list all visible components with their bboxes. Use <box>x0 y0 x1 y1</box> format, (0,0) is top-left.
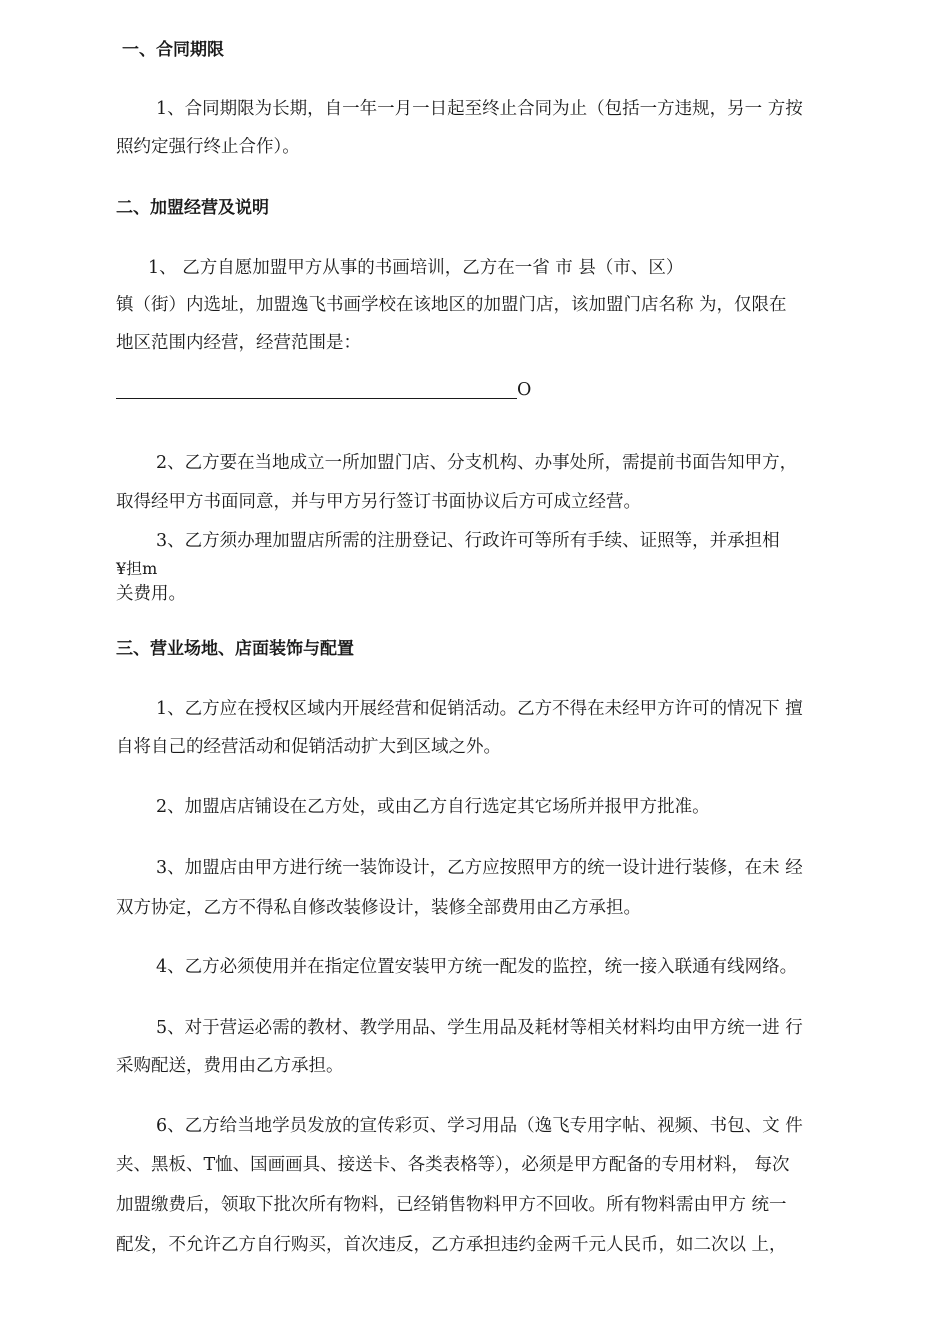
fill-in-blank-line <box>116 398 517 399</box>
paragraph-line: 镇（街）内选址，加盟逸飞书画学校在该地区的加盟门店，该加盟门店名称 为，仅限在 <box>116 295 787 315</box>
paragraph-line: 4、乙方必须使用并在指定位置安装甲方统一配发的监控，统一接入联通有线网络。 <box>156 957 798 977</box>
paragraph-line: 夹、黑板、T恤、国画画具、接送卡、各类表格等），必须是甲方配备的专用材料， 每次 <box>116 1155 790 1175</box>
section-heading-1: 一、合同期限 <box>122 40 224 60</box>
paragraph-line: 1、合同期限为长期，自一年一月一日起至终止合同为止（包括一方违规，另一 方按 <box>156 99 803 119</box>
paragraph-line: 取得经甲方书面同意，并与甲方另行签订书面协议后方可成立经营。 <box>116 492 641 512</box>
paragraph-line: 配发，不允许乙方自行购买，首次违反，乙方承担违约金两千元人民币，如二次以 上， <box>116 1235 787 1255</box>
paragraph-line: 关费用。 <box>116 584 186 604</box>
paragraph-line: 双方协定，乙方不得私自修改装修设计，装修全部费用由乙方承担。 <box>116 898 641 918</box>
paragraph-line: 5、对于营运必需的教材、教学用品、学生用品及耗材等相关材料均由甲方统一进 行 <box>156 1018 803 1038</box>
paragraph-line: 2、乙方要在当地成立一所加盟门店、分支机构、办事处所，需提前书面告知甲方， <box>156 453 798 473</box>
section-heading-2: 二、加盟经营及说明 <box>116 198 269 218</box>
blank-end-mark: O <box>517 380 532 400</box>
paragraph-line: 采购配送，费用由乙方承担。 <box>116 1056 344 1076</box>
paragraph-line: 加盟缴费后，领取下批次所有物料，已经销售物料甲方不回收。所有物料需由甲方 统一 <box>116 1195 787 1215</box>
section-heading-3: 三、营业场地、店面装饰与配置 <box>116 639 354 659</box>
paragraph-line: 6、乙方给当地学员发放的宣传彩页、学习用品（逸飞专用字帖、视频、书包、文 件 <box>156 1116 803 1136</box>
paragraph-line: 自将自己的经营活动和促销活动扩大到区域之外。 <box>116 737 501 757</box>
ocr-artifact-text: ¥担m <box>116 559 158 578</box>
paragraph-line: 地区范围内经营，经营范围是： <box>116 333 361 353</box>
paragraph-line: 3、乙方须办理加盟店所需的注册登记、行政许可等所有手续、证照等，并承担相 <box>156 531 780 551</box>
paragraph-line: 照约定强行终止合作）。 <box>116 137 300 157</box>
paragraph-line: 1、 乙方自愿加盟甲方从事的书画培训，乙方在一省 市 县（市、区） <box>148 258 684 278</box>
paragraph-line: 1、乙方应在授权区域内开展经营和促销活动。乙方不得在未经甲方许可的情况下 擅 <box>156 699 803 719</box>
paragraph-line: 2、加盟店店铺设在乙方处，或由乙方自行选定其它场所并报甲方批准。 <box>156 797 710 817</box>
paragraph-line: 3、加盟店由甲方进行统一装饰设计，乙方应按照甲方的统一设计进行装修，在未 经 <box>156 858 803 878</box>
